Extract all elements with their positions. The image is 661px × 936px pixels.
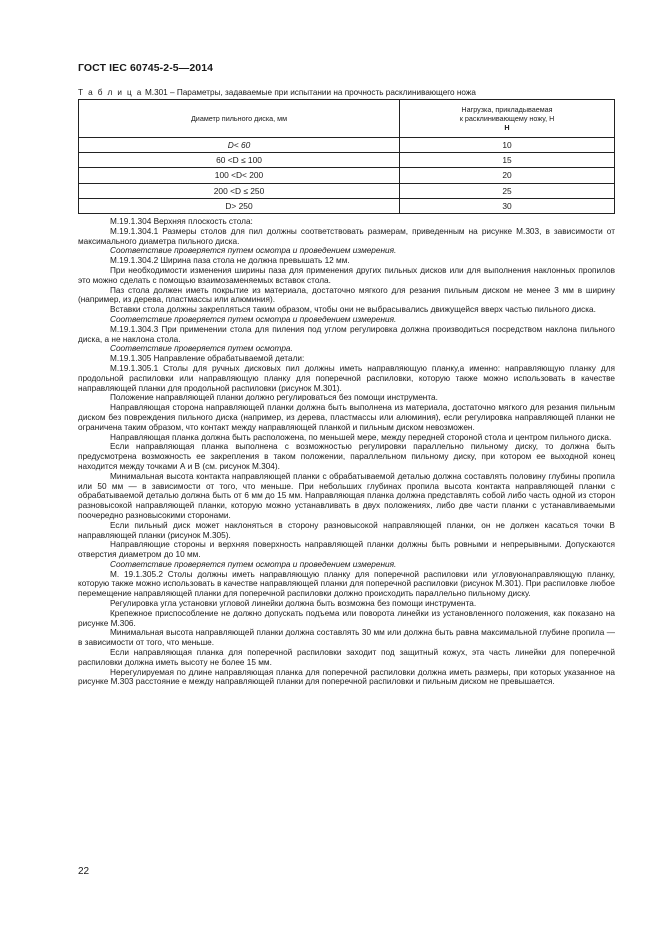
paragraph: Положение направляющей планки должно регулироваться без помощи инструмента. — [110, 393, 438, 403]
paragraph: Если направляющая планка выполнена с возможностью регулировки параллельно пильному диску, то должна быть предусмотрена возможность ее закрепления в таком положении, параллельном пильному диску, при котором ее выходной конец находится между точками А и В (см. рисунок М.304). — [78, 442, 615, 471]
paragraph: М. 19.1.305.2 Столы должны иметь направляющую планку для поперечной распиловки или угловуюнаправляющую планку, которую также можно использовать в качестве направляющей планки для поперечной распиловки (рисунок М.301). При распиловке любое перемещение направляющей планки для поперечной распиловки должно происходить параллельно пильному диску. — [78, 569, 615, 599]
paragraph: Направляющие стороны и верхняя поверхность направляющей планки должны быть ровными и непрерывными. Допускаются отверстия диаметром до 10 мм. — [78, 540, 615, 560]
table-cell-diameter: D> 250 — [79, 198, 400, 213]
table-row — [79, 138, 615, 153]
compliance-note: Соответствие проверяется путем осмотра. — [110, 344, 293, 354]
compliance-note: Соответствие проверяется путем осмотра и проведением измерения. — [110, 314, 397, 324]
table-row — [79, 183, 615, 198]
table-cell-load: 25 — [400, 183, 615, 198]
paragraph: Направляющая сторона направляющей планки должна быть выполнена из материала, достаточно мягкого для резания пильным диском без повреждения пильного диска (например, из дерева, пластмассы или алюминия), если регулировка направляющей планки не ограничена таким образом, что контакт между направляющей планкой и пильным диском невозможен. — [78, 403, 615, 432]
paragraph: Направляющая планка должна быть расположена, по меньшей мере, между передней стороной стола и центром пильного диска. — [110, 432, 612, 442]
paragraph: М.19.1.304.2 Ширина паза стола не должна превышать 12 мм. — [110, 256, 350, 266]
paragraph: М.19.1.304.1 Размеры столов для пил должны соответствовать размерам, приведенным на рисунке М.303, в зависимости от максимального диаметра пильного диска. — [78, 226, 615, 246]
paragraph: При необходимости изменения ширины паза для применения других пильных дисков или для выполнения наклонных пропилов это можно сделать с помощью взаимозаменяемых вставок стола. — [78, 265, 615, 285]
table-row — [79, 168, 615, 183]
paragraph: Паз стола должен иметь покрытие из материала, достаточно мягкого для резания пильным диском не менее 3 мм в ширину (например, из дерева, пластмассы или алюминия). — [78, 285, 615, 305]
compliance-note: Соответствие проверяется путем осмотра и проведением измерения. — [110, 246, 397, 256]
table-row — [79, 198, 615, 213]
table-cell-load: 10 — [400, 138, 615, 153]
table-header-row — [79, 100, 615, 138]
load-parameters-table — [78, 99, 615, 214]
document-body — [78, 217, 615, 687]
header-load-line2: к расклинивающему ножу, Н — [459, 114, 555, 123]
table-cell-diameter: 60 <D ≤ 100 — [79, 153, 400, 168]
header-load-line1: Нагрузка, прикладываемая — [461, 105, 553, 114]
table-cell-diameter: D< 60 — [79, 138, 400, 153]
paragraph: Минимальная высота направляющей планки должна составлять 30 мм или должна быть равна максимальной глубине пропила — в зависимости от того, что меньше. — [78, 628, 615, 648]
document-header: ГОСТ IEC 60745-2-5—2014 — [78, 62, 214, 74]
table-caption-text: М.301 – Параметры, задаваемые при испытании на прочность расклинивающего ножа — [144, 88, 476, 97]
header-load-line3: Н — [504, 123, 510, 132]
paragraph: Регулировка угла установки угловой линейки должна быть возможна без помощи инструмента. — [110, 599, 477, 609]
paragraph: Если пильный диск может наклоняться в сторону разновысокой направляющей планки, он не должен касаться точки В направляющей планки (рисунок М.305). — [78, 520, 615, 540]
paragraph: Если направляющая планка для поперечной распиловки заходит под защитный кожух, эта часть линейки для поперечной распиловки должна иметь высоту не более 15 мм. — [78, 648, 615, 667]
table-cell-load: 30 — [400, 198, 615, 213]
compliance-note: Соответствие проверяется путем осмотра и проведением измерения. — [110, 559, 397, 569]
table-cell-diameter: 200 <D ≤ 250 — [79, 183, 400, 198]
table-row — [79, 153, 615, 168]
paragraph: Вставки стола должны закрепляться таким образом, чтобы они не выбрасывались движущейся вверх частью пильного диска. — [110, 305, 596, 315]
paragraph: М.19.1.305 Направление обрабатываемой детали: — [110, 354, 305, 364]
paragraph: М.19.1.304 Верхняя плоскость стола: — [110, 217, 253, 226]
paragraph: М.19.1.305.1 Столы для ручных дисковых пил должны иметь направляющую планку,а именно: направляющую планку для продольной распиловки или направляющую планку для поперечной распиловки, которую также можно использовать в качестве направляющей планки для продольной распиловки (рисунок М.301). — [78, 363, 615, 393]
paragraph: Нерегулируемая по длине направляющая планка для поперечной распиловки должна иметь размеры, при которых указанное на рисунке М.303 расстояние е между направляющей планки для поперечной распиловки и пильным диском не превышается. — [78, 667, 615, 687]
page-number: 22 — [78, 866, 90, 877]
table-header-diameter: Диаметр пильного диска, мм — [79, 100, 400, 138]
paragraph: Крепежное приспособление не должно допускать подъема или поворота линейки из установленного положения, как показано на рисунке М.306. — [78, 608, 615, 628]
table-caption-label: Т а б л и ц а — [78, 88, 143, 97]
table-cell-load: 15 — [400, 153, 615, 168]
table-header-load — [400, 100, 615, 138]
table-cell-diameter: 100 <D< 200 — [79, 168, 400, 183]
paragraph: М.19.1.304.3 При применении стола для пиления под углом регулировка должна производиться посредством наклона пильного диска, а не наклона стола. — [78, 324, 615, 344]
table-caption — [78, 88, 476, 97]
table-cell-load: 20 — [400, 168, 615, 183]
paragraph: Минимальная высота контакта направляющей планки с обрабатываемой деталью должна составлять половину глубины пропила или 50 мм — в зависимости от того, что меньше. При небольших глубинах пропила высота контакта направляющей планки с обрабатываемой деталью должна быть от 6 мм до 15 мм. Направляющая планка должна представлять собой либо часть одной из сторон разновысокой направляющей планки, которую можно устанавливать в двух положениях, либо две части планки с устанавливаемыми поочередно разновысокими сторонами. — [78, 471, 615, 520]
